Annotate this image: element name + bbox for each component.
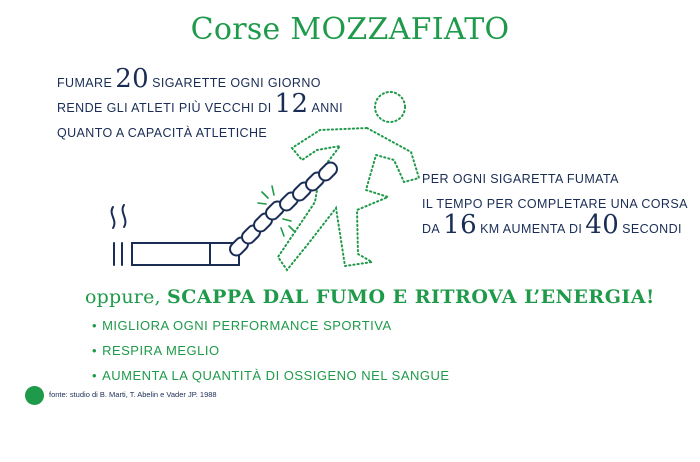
benefits-list bbox=[92, 317, 450, 392]
list-item: • AUMENTA LA QUANTITÀ DI OSSIGENO NEL SANGUE bbox=[92, 368, 450, 383]
list-item: • MIGLIORA OGNI PERFORMANCE SPORTIVA bbox=[92, 318, 392, 333]
cigarettes-per-day-number: 20 bbox=[115, 64, 150, 94]
cigarette-icon bbox=[112, 205, 239, 265]
smoking-age-fact: FUMARE 20 SIGARETTE OGNI GIORNO RENDE GLI ATLETI PIÙ VECCHI DI 12 ANNI QUANTO A CAPACITÀ ATLETICHE bbox=[57, 64, 343, 140]
chain-icon bbox=[227, 160, 339, 258]
list-item: • RESPIRA MEGLIO bbox=[92, 343, 220, 358]
bullet-icon: • bbox=[92, 368, 98, 383]
bullet-icon: • bbox=[92, 318, 98, 333]
bullet-icon: • bbox=[92, 343, 98, 358]
race-time-fact: PER OGNI SIGARETTA FUMATA IL TEMPO PER COMPLETARE UNA CORSA DA 16 KM AUMENTA DI 40 SECONDI bbox=[422, 171, 688, 240]
seconds-number: 40 bbox=[585, 210, 620, 240]
running-figure-icon bbox=[278, 92, 419, 270]
source-dot-icon bbox=[25, 386, 44, 405]
km-number: 16 bbox=[443, 210, 478, 240]
page-title: Corse MOZZAFIATO bbox=[190, 12, 510, 47]
source-citation: fonte: studio di B. Marti, T. Abelin e Vader JP. 1988 bbox=[49, 390, 217, 399]
years-older-number: 12 bbox=[274, 89, 309, 119]
call-to-action: oppure, SCAPPA DAL FUMO E RITROVA L’ENERGIA! bbox=[85, 286, 655, 308]
